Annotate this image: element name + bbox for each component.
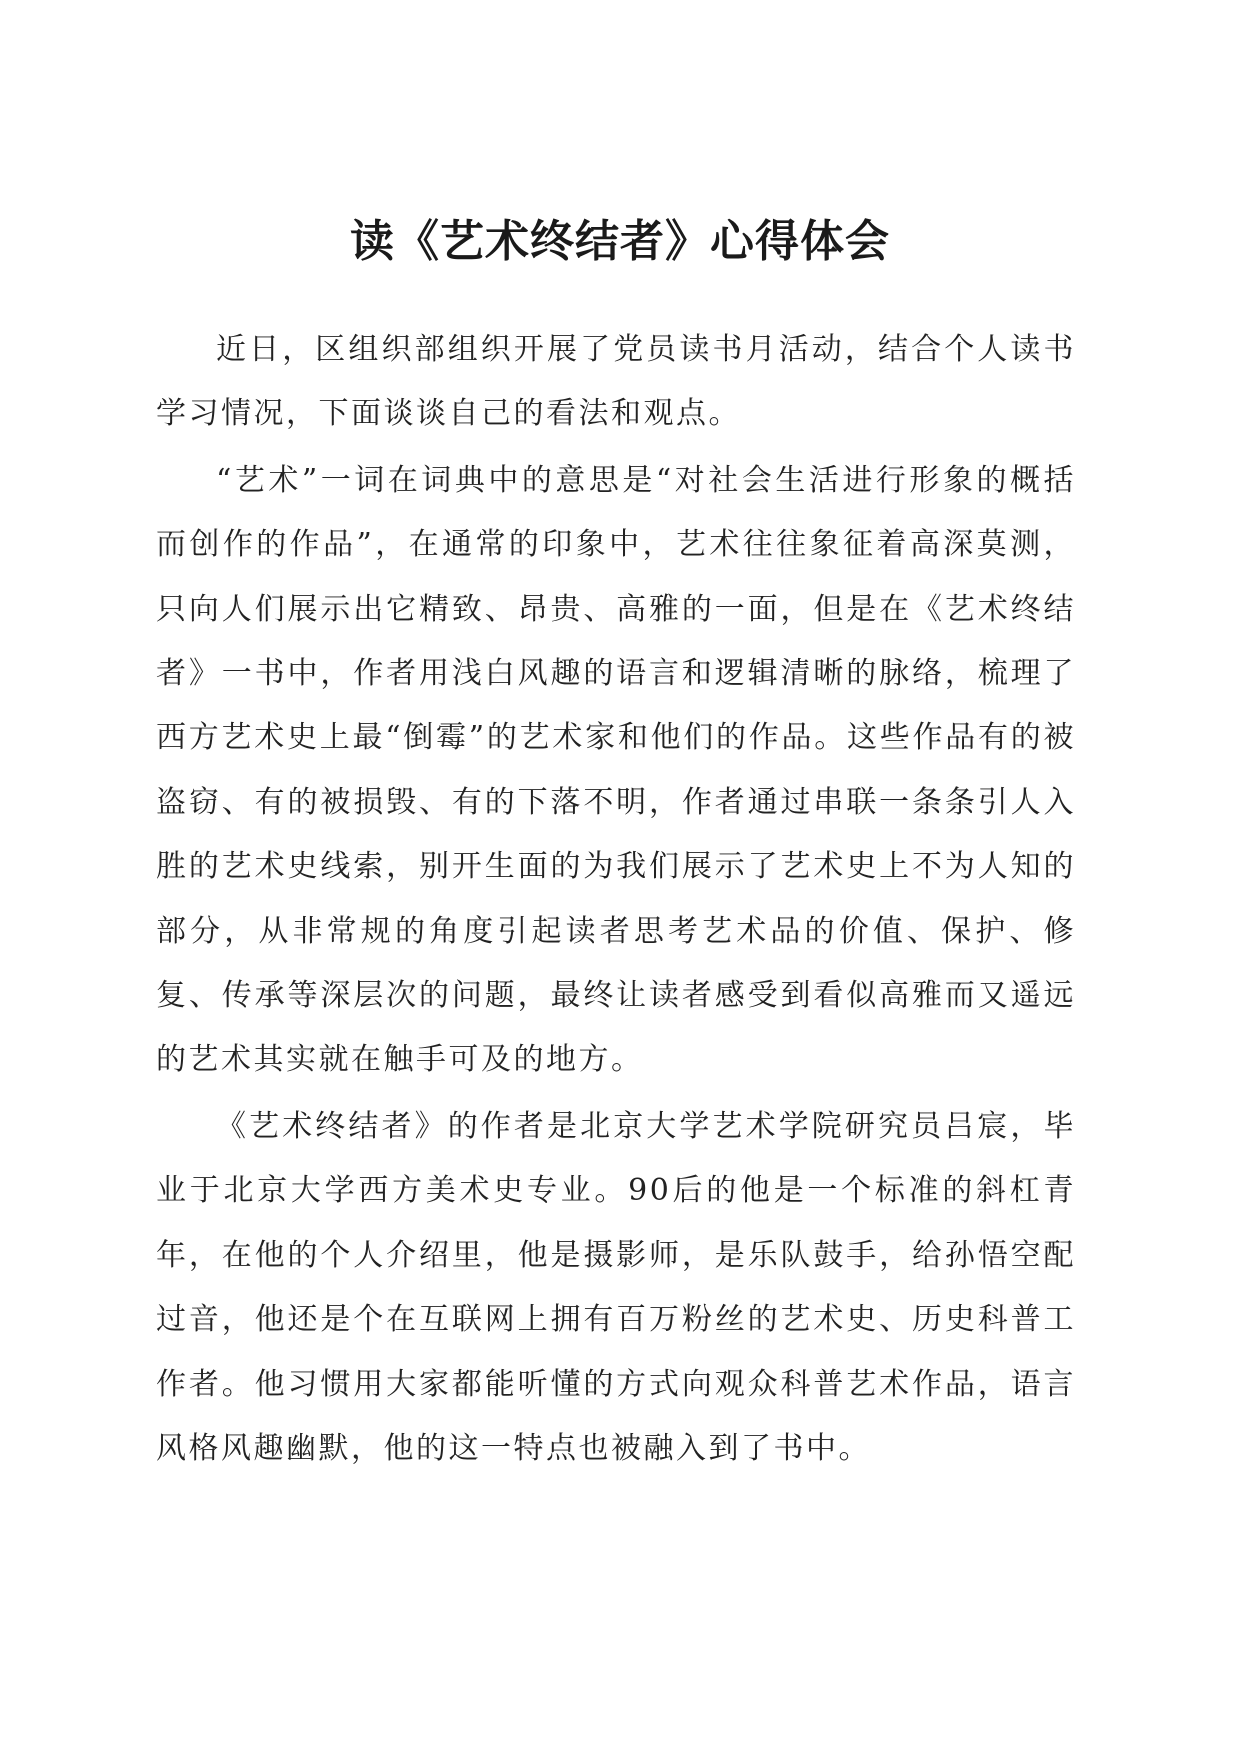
- document-title: 读《艺术终结者》心得体会: [350, 216, 890, 267]
- paragraph-art-definition: “艺术”一词在词典中的意思是“对社会生活进行形象的概括而创作的作品”，在通常的印象中，艺术往往象征着高深莫测，只向人们展示出它精致、昂贵、高雅的一面，但是在《艺术终结者》一书中，作者用浅白风趣的语言和逻辑清晰的脉络，梳理了西方艺术史上最“倒霉”的艺术家和他们的作品。这些作品有的被盗窃、有的被损毁、有的下落不明，作者通过串联一条条引人入胜的艺术史线索，别开生面的为我们展示了艺术史上不为人知的部分，从非常规的角度引起读者思考艺术品的价值、保护、修复、传承等深层次的问题，最终让读者感受到看似高雅而又遥远的艺术其实就在触手可及的地方。: [156, 462, 1076, 1078]
- document-body: [156, 318, 1076, 1483]
- paragraph-intro: 近日，区组织部组织开展了党员读书月活动，结合个人读书学习情况，下面谈谈自己的看法和观点。: [156, 332, 1076, 432]
- paragraph-author: 《艺术终结者》的作者是北京大学艺术学院研究员吕宸，毕业于北京大学西方美术史专业。90后的他是一个标准的斜杠青年，在他的个人介绍里，他是摄影师，是乐队鼓手，给孙悟空配过音，他还是个在互联网上拥有百万粉丝的艺术史、历史科普工作者。他习惯用大家都能听懂的方式向观众科普艺术作品，语言风格风趣幽默，他的这一特点也被融入到了书中。: [156, 1108, 1076, 1466]
